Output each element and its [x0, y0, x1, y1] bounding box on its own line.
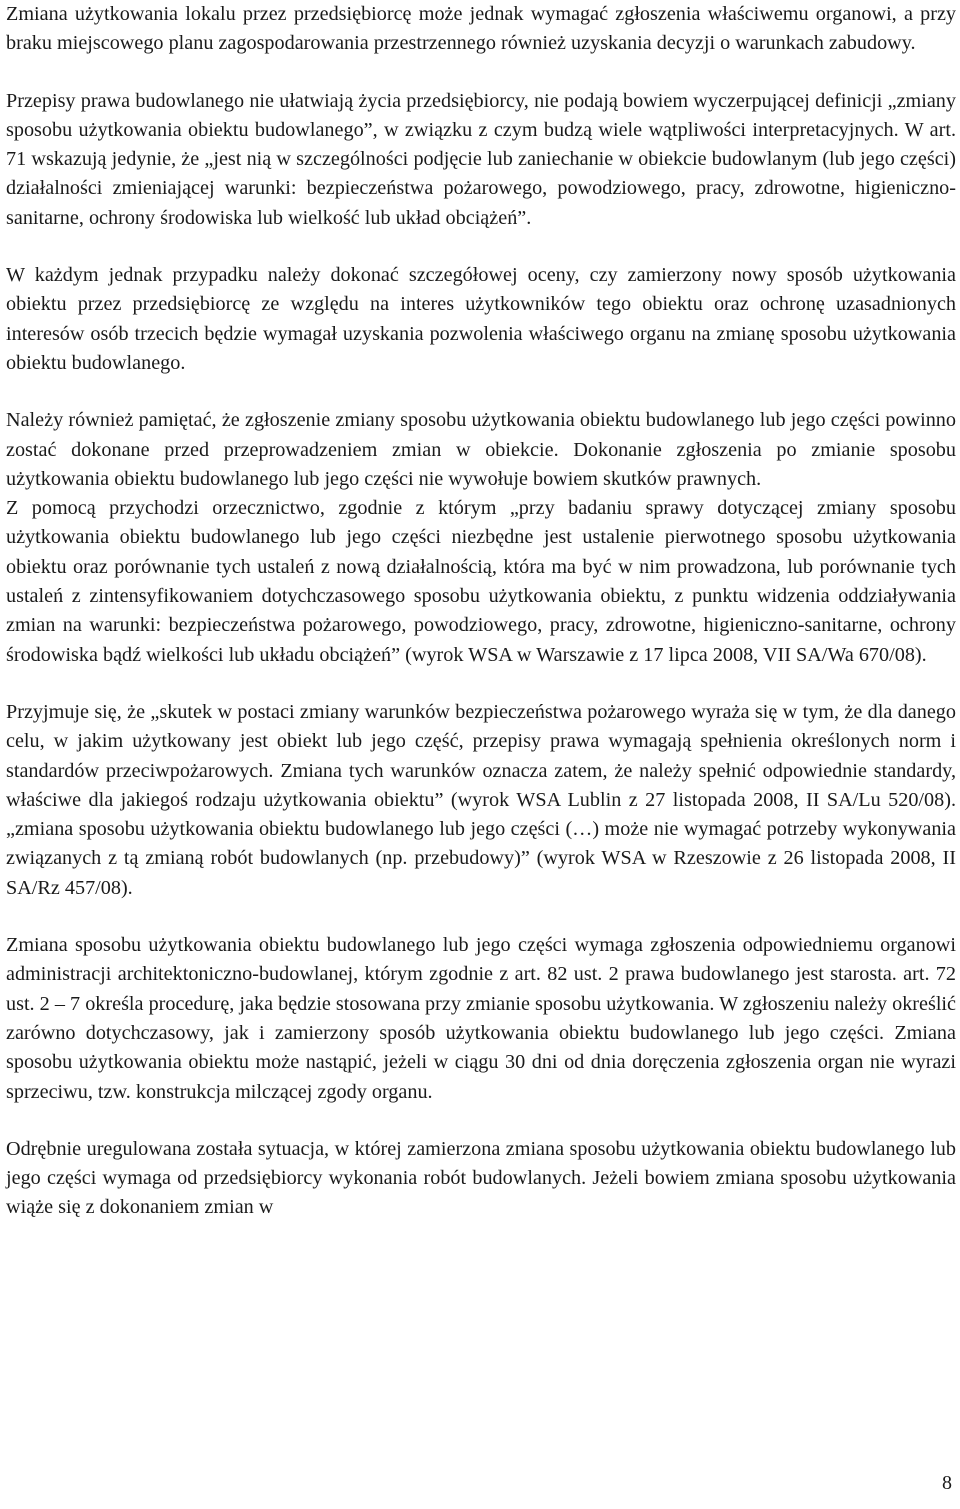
paragraph-case-law-lublin-rzeszow: Przyjmuje się, że „skutek w postaci zmiany warunków bezpieczeństwa pożarowego wyraża się w tym, że dla danego celu, w jakim użytkowany jest obiekt lub jego część, przepisy prawa wymagają spełnienia określonych norm i standardów przeciwpożarowych. Zmiana tych warunków oznacza zatem, że należy spełnić odpowiednie standardy, właściwe dla jakiegoś rodzaju użytkowania obiektu” (wyrok WSA Lublin z 27 listopada 2008, II SA/Lu 520/08). „zmiana sposobu użytkowania obiektu budowlanego lub jego części (…) może nie wymagać potrzeby wykonywania związanych z tą zmianą robót budowlanych (np. przebudowy)” (wyrok WSA w Rzeszowie z 26 listopada 2008, II SA/Rz 457/08).	[6, 700, 956, 899]
paragraph-notification-timing: Należy również pamiętać, że zgłoszenie zmiany sposobu użytkowania obiektu budowlanego lub jego części powinno zostać dokonane przed przeprowadzeniem zmian w obiekcie. Dokonanie zgłoszenia po zmianie sposobu użytkowania obiektu budowlanego lub jego części nie wywołuje bowiem skutków prawnych.	[6, 409, 956, 490]
paragraph-notification-procedure: Zmiana sposobu użytkowania obiektu budowlanego lub jego części wymaga zgłoszenia odpowiedniemu organowi administracji architektoniczno-budowlanej, którym zgodnie z art. 82 ust. 2 prawa budowlanego jest starosta. art. 72 ust. 2 – 7 określa procedurę, jaka będzie stosowana przy zmianie sposobu użytkowania. W zgłoszeniu należy określić zarówno dotychczasowy, jak i zamierzony sposób użytkowania obiektu budowlanego lub jego części. Zmiana sposobu użytkowania obiektu może nastąpić, jeżeli w ciągu 30 dni od dnia doręczenia zgłoszenia organ nie wyrazi sprzeciwu, tzw. konstrukcja milczącej zgody organu.	[6, 934, 956, 1103]
document-page	[6, 0, 956, 1223]
page-number: 8	[942, 1472, 952, 1494]
paragraph-case-law-warsaw: Z pomocą przychodzi orzecznictwo, zgodnie z którym „przy badaniu sprawy dotyczącej zmiany sposobu użytkowania obiektu budowlanego lub jego części niezbędne jest ustalenie pierwotnego sposobu użytkowania obiektu oraz porównanie tych ustaleń z nową działalnością, która ma być w nim prowadzona, lub porównanie tych ustaleń z zintensyfikowaniem dotychczasowego sposobu użytkowania obiektu, z punktu widzenia oddziaływania zmian na warunki: bezpieczeństwa pożarowego, powodziowego, pracy, zdrowotne, higieniczno-sanitarne, ochrony środowiska bądź wielkości lub układu obciążeń” (wyrok WSA w Warszawie z 17 lipca 2008, VII SA/Wa 670/08).	[6, 497, 956, 666]
paragraph-detailed-assessment: W każdym jednak przypadku należy dokonać szczegółowej oceny, czy zamierzony nowy sposób użytkowania obiektu przez przedsiębiorcę ze względu na interes użytkowników tego obiektu oraz ochronę uzasadnionych interesów osób trzecich będzie wymagał uzyskania pozwolenia właściwego organu na zmianę sposobu użytkowania obiektu budowlanego.	[6, 264, 956, 374]
paragraph-building-law-definition: Przepisy prawa budowlanego nie ułatwiają życia przedsiębiorcy, nie podają bowiem wyczerpującej definicji „zmiany sposobu użytkowania obiektu budowlanego”, w związku z czym budzą wiele wątpliwości interpretacyjnych. W art. 71 wskazują jedynie, że „jest nią w szczególności podjęcie lub zaniechanie w obiekcie budowlanym (lub jego części) działalności zmieniającej warunki: bezpieczeństwa pożarowego, powodziowego, pracy, zdrowotne, higieniczno-sanitarne, ochrony środowiska lub wielkość lub układ obciążeń”.	[6, 89, 956, 229]
paragraph-construction-works: Odrębnie uregulowana została sytuacja, w której zamierzona zmiana sposobu użytkowania obiektu budowlanego lub jego części wymaga od przedsiębiorcy wykonania robót budowlanych. Jeżeli bowiem zmiana sposobu użytkowania wiąże się z dokonaniem zmian w	[6, 1137, 956, 1219]
paragraph-usage-change-notification: Zmiana użytkowania lokalu przez przedsiębiorcę może jednak wymagać zgłoszenia właściwemu organowi, a przy braku miejscowego planu zagospodarowania przestrzennego również uzyskania decyzji o warunkach zabudowy.	[6, 3, 956, 55]
